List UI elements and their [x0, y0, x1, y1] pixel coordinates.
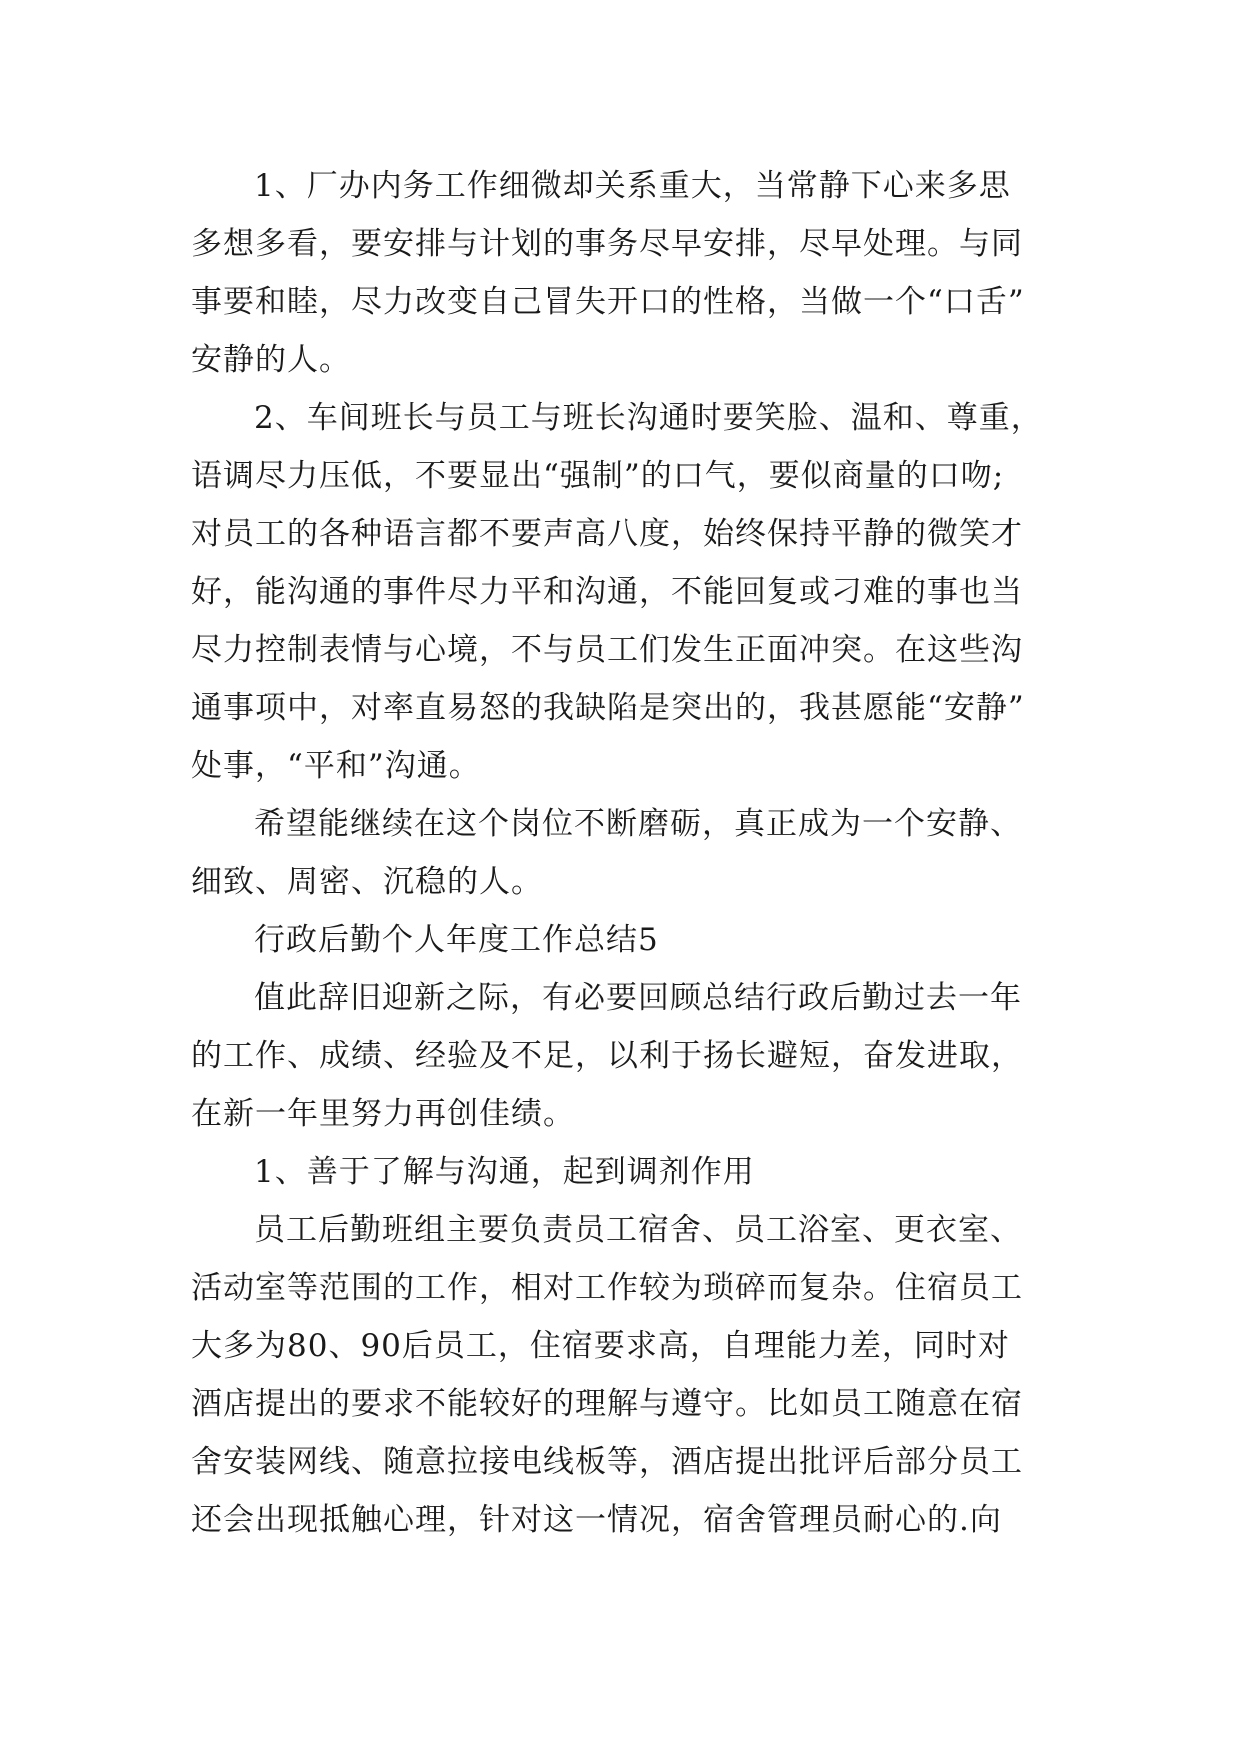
text-line: 在新一年里努力再创佳绩。 — [191, 1096, 575, 1132]
text-line: 希望能继续在这个岗位不断磨砺，真正成为一个安静、 — [254, 806, 1022, 842]
text-line: 安静的人。 — [191, 342, 351, 378]
text-line: 处事，“平和”沟通。 — [191, 748, 481, 784]
text-line: 活动室等范围的工作，相对工作较为琐碎而复杂。住宿员工 — [191, 1270, 1023, 1306]
text-line: 酒店提出的要求不能较好的理解与遵守。比如员工随意在宿 — [191, 1386, 1023, 1422]
text-line: 1、厂办内务工作细微却关系重大，当常静下心来多思 — [254, 168, 1011, 204]
text-line: 大多为80、90后员工，住宿要求高，自理能力差，同时对 — [191, 1328, 1010, 1364]
text-line: 多想多看，要安排与计划的事务尽早安排，尽早处理。与同 — [191, 226, 1023, 262]
text-line: 的工作、成绩、经验及不足，以利于扬长避短，奋发进取， — [191, 1038, 1023, 1074]
text-line: 行政后勤个人年度工作总结5 — [254, 922, 659, 958]
text-line: 1、善于了解与沟通，起到调剂作用 — [254, 1154, 755, 1190]
text-line: 对员工的各种语言都不要声高八度，始终保持平静的微笑才 — [191, 516, 1023, 552]
text-line: 事要和睦，尽力改变自己冒失开口的性格，当做一个“口舌” — [191, 284, 1025, 320]
text-line: 舍安装网线、随意拉接电线板等，酒店提出批评后部分员工 — [191, 1444, 1023, 1480]
document-body — [191, 157, 1071, 1549]
text-line: 员工后勤班组主要负责员工宿舍、员工浴室、更衣室、 — [254, 1212, 1022, 1248]
text-line: 尽力控制表情与心境，不与员工们发生正面冲突。在这些沟 — [191, 632, 1023, 668]
text-line: 好，能沟通的事件尽力平和沟通，不能回复或刁难的事也当 — [191, 574, 1023, 610]
text-line: 2、车间班长与员工与班长沟通时要笑脸、温和、尊重， — [254, 400, 1043, 436]
text-line: 还会出现抵触心理，针对这一情况，宿舍管理员耐心的.向 — [191, 1502, 1002, 1538]
text-line: 通事项中，对率直易怒的我缺陷是突出的，我甚愿能“安静” — [191, 690, 1025, 726]
text-line: 细致、周密、沉稳的人。 — [191, 864, 543, 900]
text-line: 语调尽力压低，不要显出“强制”的口气，要似商量的口吻; — [191, 458, 1005, 494]
text-line: 值此辞旧迎新之际，有必要回顾总结行政后勤过去一年 — [254, 980, 1022, 1016]
